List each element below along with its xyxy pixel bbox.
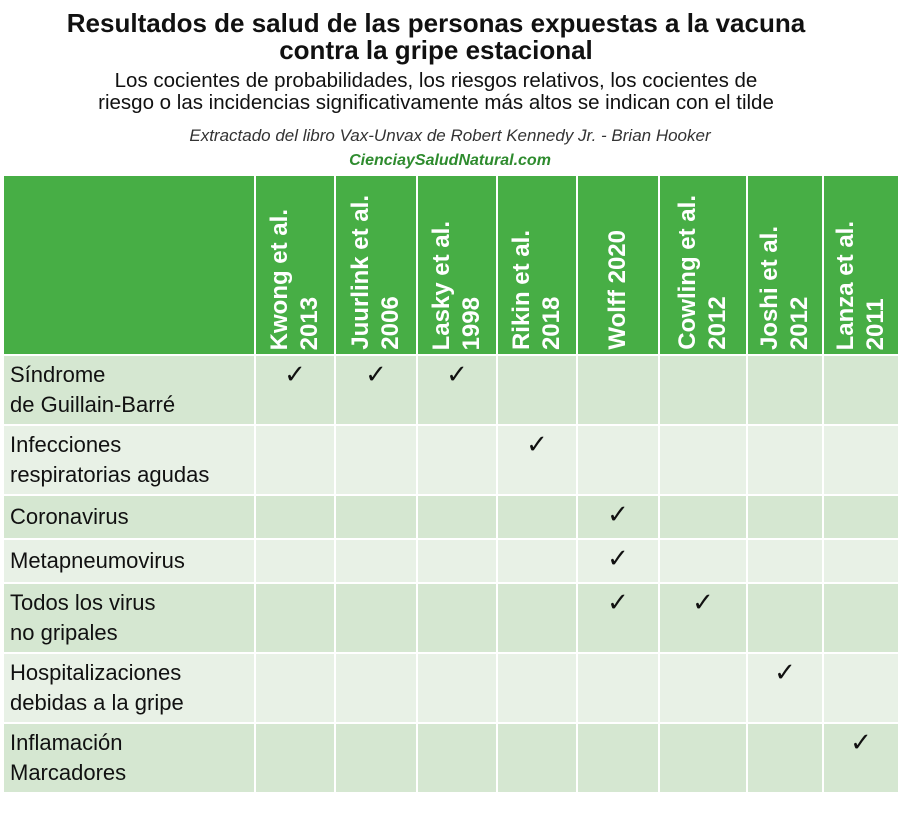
result-cell — [255, 539, 335, 583]
website-credit: CienciaySaludNatural.com — [349, 152, 551, 169]
table-row — [3, 539, 899, 583]
study-header-label: Wolff 2020 — [604, 230, 631, 350]
study-header-label: Joshi et al. 2012 — [756, 225, 813, 350]
result-cell — [255, 723, 335, 793]
result-cell — [417, 583, 497, 653]
result-cell — [823, 539, 899, 583]
result-cell — [335, 723, 417, 793]
table-body — [3, 355, 899, 793]
check-icon: ✓ — [850, 727, 872, 757]
result-cell — [659, 425, 747, 495]
page-subtitle — [0, 70, 866, 114]
result-cell — [577, 425, 659, 495]
result-cell — [659, 355, 747, 425]
result-cell — [823, 495, 899, 539]
result-cell — [497, 653, 577, 723]
result-cell — [335, 539, 417, 583]
result-cell — [417, 539, 497, 583]
result-cell — [417, 495, 497, 539]
result-cell — [497, 355, 577, 425]
check-icon: ✓ — [284, 359, 306, 389]
result-cell — [577, 723, 659, 793]
result-cell — [335, 425, 417, 495]
result-cell — [659, 723, 747, 793]
study-header-label: Juurlink et al. 2006 — [347, 195, 404, 350]
result-cell — [747, 583, 823, 653]
result-cell — [335, 355, 417, 425]
row-label: Coronavirus — [3, 495, 255, 539]
result-cell — [497, 425, 577, 495]
result-cell — [497, 495, 577, 539]
study-header-label: Lasky et al. 1998 — [428, 220, 485, 350]
result-cell — [335, 583, 417, 653]
result-cell — [823, 355, 899, 425]
result-cell — [335, 495, 417, 539]
result-cell — [497, 723, 577, 793]
study-header-label: Lanza et al. 2011 — [832, 220, 889, 350]
result-cell — [747, 539, 823, 583]
row-label: Todos los virus no gripales — [3, 583, 255, 653]
check-icon: ✓ — [692, 587, 714, 617]
result-cell — [417, 355, 497, 425]
source-credit: Extractado del libro Vax-Unvax de Robert Kennedy Jr. - Brian Hooker — [189, 126, 711, 145]
study-header-3 — [417, 175, 497, 355]
row-label: Hospitalizaciones debidas a la gripe — [3, 653, 255, 723]
result-cell — [747, 495, 823, 539]
check-icon: ✓ — [607, 587, 629, 617]
check-icon: ✓ — [607, 499, 629, 529]
page-title — [0, 10, 866, 64]
check-icon: ✓ — [774, 657, 796, 687]
study-header-label: Rikin et al. 2018 — [508, 229, 565, 350]
result-cell — [823, 425, 899, 495]
table-row — [3, 425, 899, 495]
table-row — [3, 583, 899, 653]
result-cell — [497, 583, 577, 653]
result-cell — [747, 425, 823, 495]
row-label: Síndrome de Guillain-Barré — [3, 355, 255, 425]
study-header-5 — [577, 175, 659, 355]
result-cell — [417, 723, 497, 793]
result-cell — [823, 653, 899, 723]
table-row — [3, 723, 899, 793]
check-icon: ✓ — [446, 359, 468, 389]
result-cell — [577, 583, 659, 653]
result-cell — [577, 653, 659, 723]
study-header-7 — [747, 175, 823, 355]
study-header-2 — [335, 175, 417, 355]
result-cell — [255, 495, 335, 539]
result-cell — [335, 653, 417, 723]
result-cell — [823, 723, 899, 793]
study-header-label: Cowling et al. 2012 — [674, 195, 731, 350]
check-icon: ✓ — [365, 359, 387, 389]
result-cell — [747, 653, 823, 723]
title-line-2: contra la gripe estacional — [279, 35, 593, 65]
result-cell — [747, 723, 823, 793]
study-header-6 — [659, 175, 747, 355]
result-cell — [659, 583, 747, 653]
result-cell — [417, 653, 497, 723]
result-cell — [255, 583, 335, 653]
result-cell — [417, 425, 497, 495]
table-row — [3, 495, 899, 539]
row-label: Infecciones respiratorias agudas — [3, 425, 255, 495]
study-header-label: Kwong et al. 2013 — [266, 208, 323, 350]
row-label: Inflamación Marcadores — [3, 723, 255, 793]
result-cell — [255, 653, 335, 723]
check-icon: ✓ — [607, 543, 629, 573]
result-cell — [577, 495, 659, 539]
header-corner-cell — [3, 175, 255, 355]
check-icon: ✓ — [526, 429, 548, 459]
result-cell — [577, 355, 659, 425]
result-cell — [747, 355, 823, 425]
results-table — [2, 174, 900, 794]
result-cell — [577, 539, 659, 583]
result-cell — [255, 355, 335, 425]
row-label: Metapneumovirus — [3, 539, 255, 583]
result-cell — [659, 539, 747, 583]
result-cell — [823, 583, 899, 653]
table-row — [3, 355, 899, 425]
table-row — [3, 653, 899, 723]
table-header-row — [3, 175, 899, 355]
study-header-1 — [255, 175, 335, 355]
result-cell — [659, 653, 747, 723]
result-cell — [255, 425, 335, 495]
result-cell — [497, 539, 577, 583]
study-header-8 — [823, 175, 899, 355]
subtitle-line-2: riesgo o las incidencias significativamente más altos se indican con el tilde — [98, 91, 774, 114]
subtitle-line-1: Los cocientes de probabilidades, los riesgos relativos, los cocientes de — [114, 69, 758, 92]
study-header-4 — [497, 175, 577, 355]
result-cell — [659, 495, 747, 539]
title-line-1: Resultados de salud de las personas expuestas a la vacuna — [66, 8, 806, 38]
